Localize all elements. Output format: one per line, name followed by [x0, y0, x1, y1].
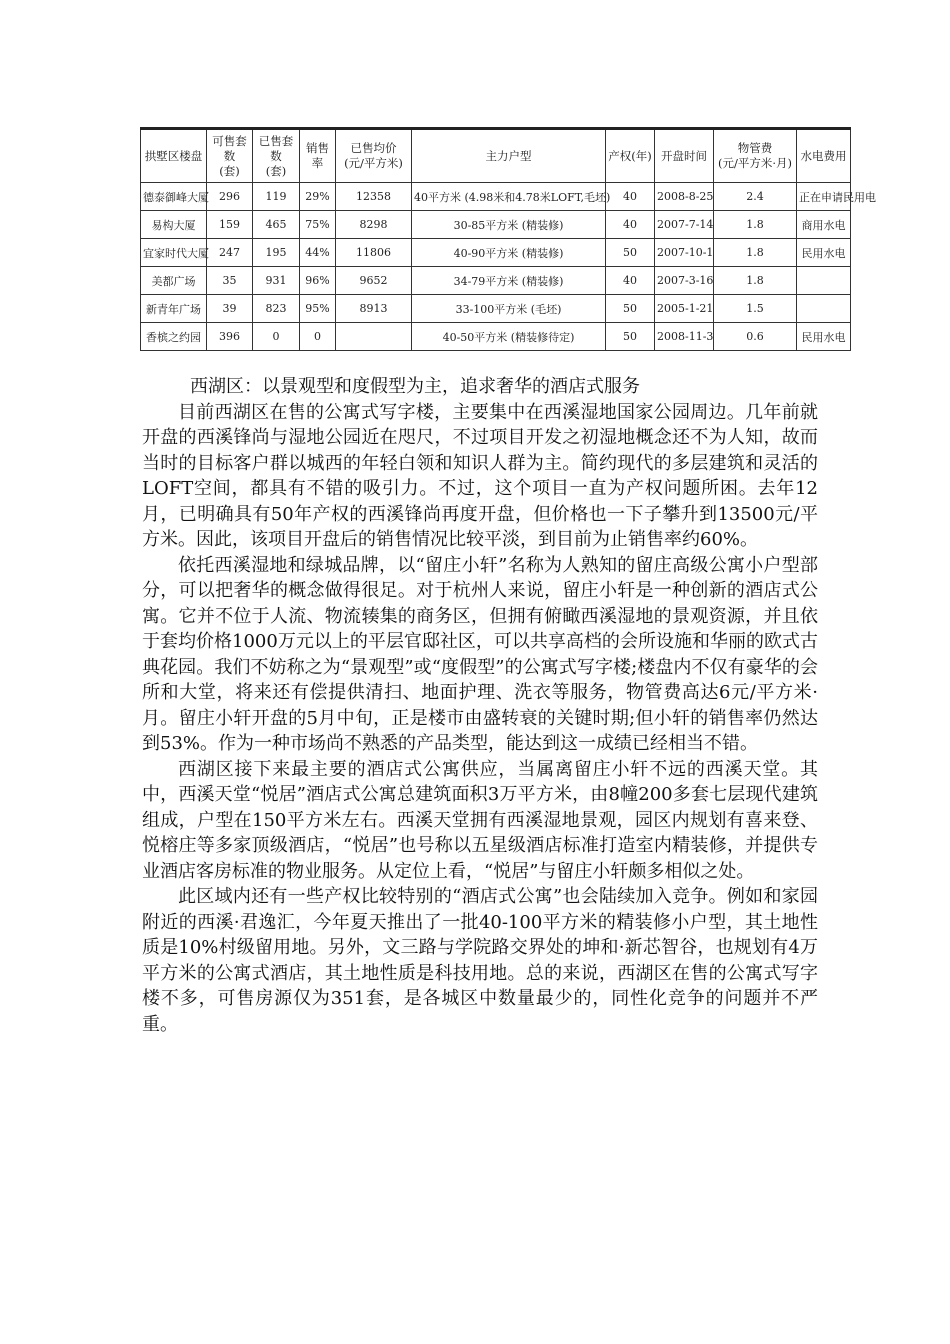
- table-cell: 8913: [336, 295, 412, 323]
- table-cell: 2005-1-21: [655, 295, 714, 323]
- header-text: 物管费: [737, 141, 773, 155]
- article-paragraph-4: 此区域内还有一些产权比较特别的“酒店式公寓”也会陆续加入竞争。例如和家园附近的西溪·君逸汇，今年夏天推出了一批40-100平方米的精装修小户型，其土地性质是10%村级留用地。另外，文三路与学院路交界处的坤和·新芯智谷，也规划有4万平方米的公寓式酒店，其土地性质是科技用地。总的来说，西湖区在售的公寓式写字楼不多，可售房源仅为351套，是各城区中数量最少的，同性化竞争的问题并不严重。: [142, 886, 818, 1035]
- table-cell: 1.8: [714, 239, 797, 267]
- header-text: (元/平方米·月): [717, 156, 792, 170]
- header-text: (元/平方米): [344, 156, 403, 170]
- table-cell: 39: [207, 295, 253, 323]
- table-cell: 宜家时代大厦: [141, 239, 207, 267]
- header-text: 开盘时间: [661, 148, 707, 163]
- table-header-cell: [207, 129, 253, 183]
- table-cell: 40: [606, 183, 655, 211]
- table-cell: 40: [606, 267, 655, 295]
- table-cell: 96%: [300, 267, 336, 295]
- table-cell: 美都广场: [141, 267, 207, 295]
- table-cell: 新青年广场: [141, 295, 207, 323]
- table-cell: 195: [253, 239, 300, 267]
- table-cell: 1.8: [714, 267, 797, 295]
- table-cell: 465: [253, 211, 300, 239]
- table-cell: 2008-11-3: [655, 323, 714, 351]
- header-text: (套): [265, 163, 287, 178]
- table-header-cell: [714, 129, 797, 183]
- table-cell: 民用水电: [797, 239, 851, 267]
- table-row: [141, 183, 851, 211]
- article-paragraph-3: 西湖区接下来最主要的酒店式公寓供应，当属离留庄小轩不远的西溪天堂。其中，西溪天堂“悦居”酒店式公寓总建筑面积3万平方米，由8幢200多套七层现代建筑组成，户型在150平方米左右。西溪天堂拥有西溪湿地景观，园区内规划有喜来登、悦榕庄等多家顶级酒店，“悦居”也号称以五星级酒店标准打造室内精装修，并提供专业酒店客房标准的物业服务。从定位上看，“悦居”与留庄小轩颇多相似之处。: [142, 758, 818, 882]
- table-cell: 0: [253, 323, 300, 351]
- header-text: 已售均价: [350, 141, 397, 155]
- table-cell: 44%: [300, 239, 336, 267]
- header-text: 主力户型: [485, 148, 532, 163]
- table-cell: 396: [207, 323, 253, 351]
- table-cell: 2007-7-14: [655, 211, 714, 239]
- header-text: 拱墅区楼盘: [144, 148, 203, 163]
- header-text: 水电费用: [800, 148, 847, 163]
- table-cell: 119: [253, 183, 300, 211]
- section-heading: 西湖区：以景观型和度假型为主，追求奢华的酒店式服务: [190, 376, 640, 397]
- table-cell: 35: [207, 267, 253, 295]
- table-cell: 11806: [336, 239, 412, 267]
- table-header-cell: [336, 129, 412, 183]
- table-cell: 0: [300, 323, 336, 351]
- table-cell: 1.8: [714, 211, 797, 239]
- table-cell: 931: [253, 267, 300, 295]
- table-cell: 29%: [300, 183, 336, 211]
- table-cell: 易构大厦: [141, 211, 207, 239]
- table-cell: 9652: [336, 267, 412, 295]
- article-body: [142, 374, 818, 1037]
- table-cell: 75%: [300, 211, 336, 239]
- table-cell: 民用水电: [797, 323, 851, 351]
- header-text: 已售套数: [258, 133, 294, 163]
- table-cell: [797, 267, 851, 295]
- table-cell: 2008-8-25: [655, 183, 714, 211]
- property-table-image: [140, 127, 876, 351]
- table-row: [141, 267, 851, 295]
- table-cell: 247: [207, 239, 253, 267]
- article-paragraph-1: 目前西湖区在售的公寓式写字楼，主要集中在西溪湿地国家公园周边。几年前就开盘的西溪锋尚与湿地公园近在咫尺，不过项目开发之初湿地概念还不为人知，故而当时的目标客户群以城西的年轻白领和知识人群为主。简约现代的多层建筑和灵活的LOFT空间，都具有不错的吸引力。不过，这个项目一直为产权问题所困。去年12月，已明确具有50年产权的西溪锋尚再度开盘，但价格也一下子攀升到13500元/平方米。因此，该项目开盘后的销售情况比较平淡，到目前为止销售率约60%。: [142, 401, 818, 550]
- table-cell: 40-50平方米 (精装修待定): [412, 323, 606, 351]
- table-cell: 0.6: [714, 323, 797, 351]
- table-header-cell: [797, 129, 851, 183]
- table-cell: 2007-10-1: [655, 239, 714, 267]
- table-cell: 1.5: [714, 295, 797, 323]
- table-cell: 商用水电: [797, 211, 851, 239]
- table-header-cell: [655, 129, 714, 183]
- table-cell: 40-90平方米 (精装修): [412, 239, 606, 267]
- table-cell: [336, 323, 412, 351]
- table-cell: 30-85平方米 (精装修): [412, 211, 606, 239]
- table-cell: 159: [207, 211, 253, 239]
- header-text: (套): [219, 163, 240, 178]
- table-row: [141, 239, 851, 267]
- table-row: [141, 323, 851, 351]
- table-header-row: [141, 129, 851, 183]
- table-cell: 12358: [336, 183, 412, 211]
- table-cell: 40平方米 (4.98米和4.78米LOFT,毛坯): [412, 183, 606, 211]
- table-cell: 50: [606, 239, 655, 267]
- table-cell: 34-79平方米 (精装修): [412, 267, 606, 295]
- table-cell: 40: [606, 211, 655, 239]
- property-sales-table: [140, 127, 876, 351]
- table-cell: 296: [207, 183, 253, 211]
- table-cell: 95%: [300, 295, 336, 323]
- table-row: [141, 211, 851, 239]
- table-cell: 德泰御峰大厦: [141, 183, 207, 211]
- table-cell: 香槟之约园: [141, 323, 207, 351]
- table-cell: 33-100平方米 (毛坯): [412, 295, 606, 323]
- table-cell: 50: [606, 295, 655, 323]
- table-cell: 823: [253, 295, 300, 323]
- table-header-cell: [253, 129, 300, 183]
- header-text: 产权(年): [608, 148, 652, 163]
- header-text: 销售率: [306, 141, 329, 170]
- table-header-cell: [141, 129, 207, 183]
- table-cell: 2007-3-16: [655, 267, 714, 295]
- table-cell: 2.4: [714, 183, 797, 211]
- header-text: 可售套数: [212, 133, 247, 163]
- table-cell: [797, 295, 851, 323]
- article-paragraph-2: 依托西溪湿地和绿城品牌，以“留庄小轩”名称为人熟知的留庄高级公寓小户型部分，可以把奢华的概念做得很足。对于杭州人来说，留庄小轩是一种创新的酒店式公寓。它并不位于人流、物流辏集的商务区，但拥有俯瞰西溪湿地的景观资源，并且依于套均价格1000万元以上的平层官邸社区，可以共享高档的会所设施和华丽的欧式古典花园。我们不妨称之为“景观型”或“度假型”的公寓式写字楼;楼盘内不仅有豪华的会所和大堂，将来还有偿提供清扫、地面护理、洗衣等服务，物管费高达6元/平方米·月。留庄小轩开盘的5月中旬，正是楼市由盛转衰的关键时期;但小轩的销售率仍然达到53%。作为一种市场尚不熟悉的产品类型，能达到这一成绩已经相当不错。: [142, 554, 818, 754]
- table-cell: 8298: [336, 211, 412, 239]
- table-header-cell: [412, 129, 606, 183]
- table-header-cell: [300, 129, 336, 183]
- table-row: [141, 295, 851, 323]
- table-cell: 50: [606, 323, 655, 351]
- table-cell: 正在申请民用电: [797, 183, 851, 211]
- table-header-cell: [606, 129, 655, 183]
